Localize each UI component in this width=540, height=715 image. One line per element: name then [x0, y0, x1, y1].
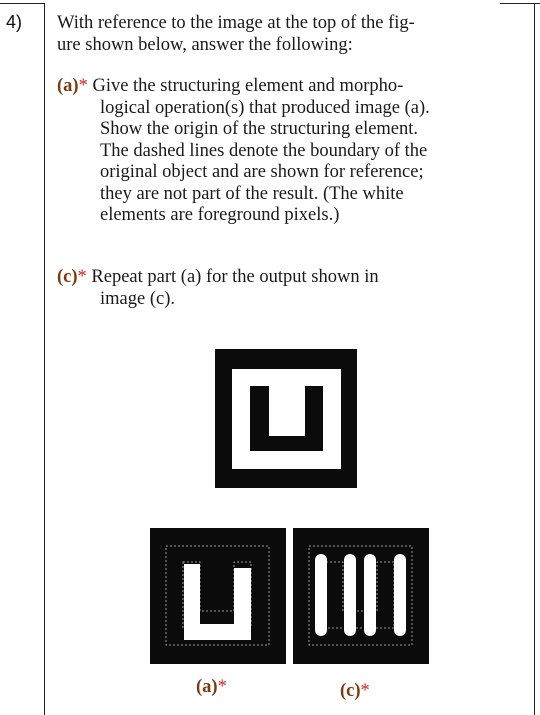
frame-right-line	[534, 3, 535, 715]
part-a-text: Show the origin of the structuring element.	[100, 119, 419, 139]
caption-a-marker: *	[217, 677, 227, 697]
part-c-marker: *	[77, 267, 87, 287]
inner-right-vertical-bar	[364, 554, 376, 636]
image-c	[293, 528, 429, 664]
part-a-text: elements are foreground pixels.)	[100, 205, 340, 225]
part-a	[57, 76, 430, 227]
left-vertical-bar	[315, 554, 327, 636]
question-intro	[57, 12, 507, 56]
part-c-text: Repeat part (a) for the output shown in	[91, 267, 379, 287]
part-c	[57, 266, 379, 310]
part-a-text: they are not part of the result. (The white	[100, 183, 404, 204]
frame-left-line	[44, 3, 45, 715]
part-a-text: The dashed lines denote the boundary of the	[100, 140, 428, 161]
original-object-image	[215, 349, 357, 488]
question-number: 4)	[6, 12, 23, 32]
part-a-label: (a)	[57, 76, 79, 96]
image-background	[293, 528, 429, 664]
intro-line: With reference to the image at the top of the fig-	[57, 13, 415, 33]
caption-c-marker: *	[360, 681, 370, 701]
caption-a-label: (a)	[196, 677, 218, 697]
part-a-marker: *	[78, 76, 88, 96]
image-a	[150, 528, 286, 664]
caption-c-label: (c)	[340, 681, 361, 701]
part-c-text: image (c).	[100, 289, 175, 309]
right-vertical-bar	[394, 554, 406, 636]
intro-line: ure shown below, answer the following:	[57, 35, 353, 55]
part-a-first-line	[57, 76, 430, 98]
image-background	[150, 528, 286, 664]
part-a-text: logical operation(s) that produced image (a).	[100, 97, 430, 118]
u-shaped-object	[232, 369, 341, 469]
inner-left-vertical-bar	[344, 554, 356, 636]
caption-a	[196, 677, 227, 698]
part-c-first-line	[57, 266, 379, 288]
frame-top-left-line	[0, 3, 44, 4]
part-a-text: original object and are shown for reference;	[100, 162, 424, 182]
caption-c	[340, 681, 370, 702]
part-c-label: (c)	[57, 267, 78, 287]
part-a-text: Give the structuring element and morpho-	[92, 76, 404, 96]
